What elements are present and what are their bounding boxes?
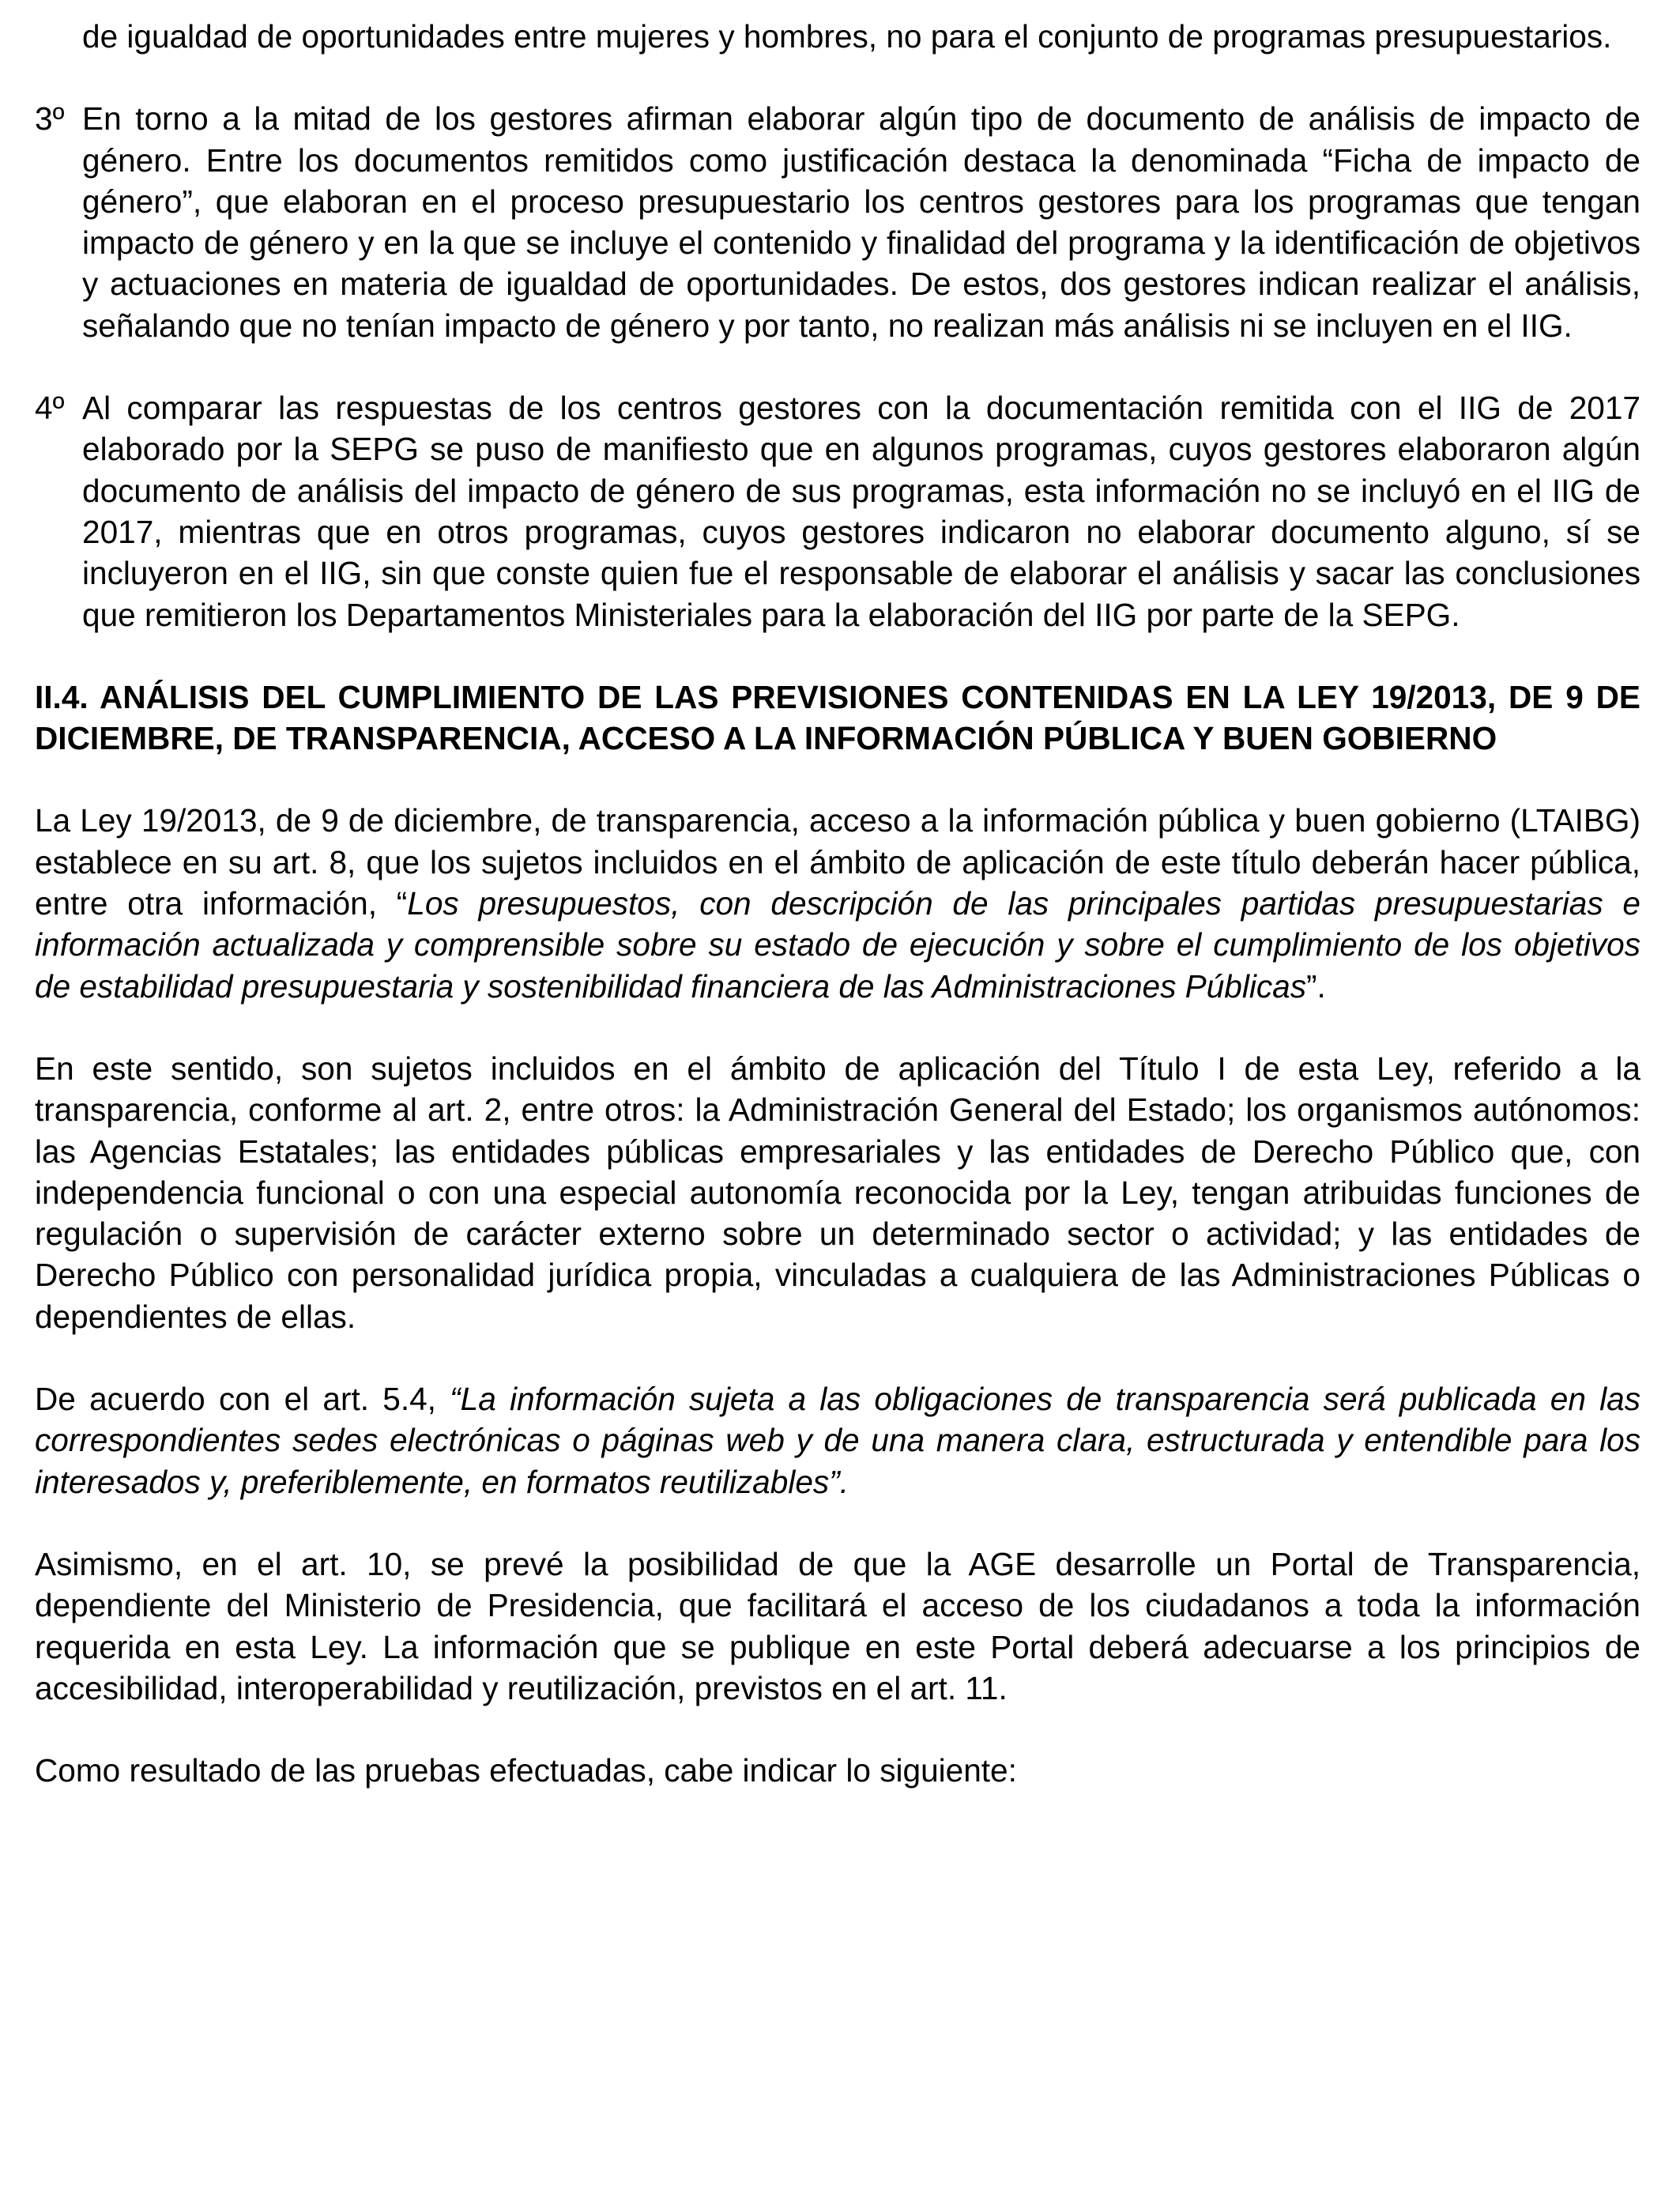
paragraph-text: De acuerdo con el art. 5.4, xyxy=(35,1381,450,1418)
list-item-number: 3º xyxy=(35,100,65,138)
list-item-text: En torno a la mitad de los gestores afirman elaborar algún tipo de documento de análisis de impacto de género. Entre los documentos remitidos como justificación destaca la denominada “Ficha de impacto de género”, que elaboran en el proceso presupuestario los centros gestores para los programas que tengan impacto de género y en la que se incluye el contenido y finalidad del programa y la identificación de objetivos y actuaciones en materia de igualdad de oportunidades. De estos, dos gestores indican realizar el análisis, señalando que no tenían impacto de género y por tanto, no realizan más análisis ni se incluyen en el IIG. xyxy=(82,100,1640,344)
paragraph-art5-4 xyxy=(35,1378,1640,1502)
paragraph-portal: Asimismo, en el art. 10, se prevé la posibilidad de que la AGE desarrolle un Portal de Transparencia, dependiente del Ministerio de Presidencia, que facilitará el acceso de los ciudadanos a toda la información requerida en esta Ley. La información que se publique en este Portal deberá adecuarse a los principios de accesibilidad, interoperabilidad y reutilización, previstos en el art. 11. xyxy=(35,1545,1640,1706)
continuation-paragraph: de igualdad de oportunidades entre mujeres y hombres, no para el conjunto de programas presupuestarios. xyxy=(82,18,1612,55)
list-item-number: 4º xyxy=(35,390,65,427)
paragraph-subjects: En este sentido, son sujetos incluidos en el ámbito de aplicación del Título I de esta Ley, referido a la transparencia, conforme al art. 2, entre otros: la Administración General del Estado; los organismos autónomos: las Agencias Estatales; las entidades públicas empresariales y las entidades de Derecho Público que, con independencia funcional o con una especial autonomía reconocida por la Ley, tengan atribuidas funciones de regulación o supervisión de carácter externo sobre un determinado sector o actividad; y las entidades de Derecho Público con personalidad jurídica propia, vinculadas a cualquiera de las Administraciones Públicas o dependientes de ellas. xyxy=(35,1050,1640,1335)
quoted-text: Los presupuestos, con descripción de las principales partidas presupuestarias e información actualizada y comprensible sobre su estado de ejecución y sobre el cumplimiento de los objetivos de estabilidad presupuestaria y sostenibilidad financiera de las Administraciones Públicas xyxy=(35,885,1640,1005)
paragraph-results: Como resultado de las pruebas efectuadas, cabe indicar lo siguiente: xyxy=(35,1752,1017,1789)
paragraph-text: ”. xyxy=(1306,967,1326,1005)
list-item-4 xyxy=(35,387,1640,635)
quoted-text: “La información sujeta a las obligaciones de transparencia será publicada en las correspondientes sedes electrónicas o páginas web y de una manera clara, estructurada y entendible para los interesados y, preferiblemente, en formatos reutilizables”. xyxy=(35,1381,1640,1500)
section-heading: II.4. ANÁLISIS DEL CUMPLIMIENTO DE LAS PREVISIONES CONTENIDAS EN LA LEY 19/2013, DE 9 DE DICIEMBRE, DE TRANSPARENCIA, ACCESO A LA INFORMACIÓN PÚBLICA Y BUEN GOBIERNO xyxy=(35,678,1640,757)
list-item-text: Al comparar las respuestas de los centros gestores con la documentación remitida con el IIG de 2017 elaborado por la SEPG se puso de manifiesto que en algunos programas, cuyos gestores elaboraron algún documento de análisis del impacto de género de sus programas, esta información no se incluyó en el IIG de 2017, mientras que en otros programas, cuyos gestores indicaron no elaborar documento alguno, sí se incluyeron en el IIG, sin que conste quien fue el responsable de elaborar el análisis y sacar las conclusiones que remitieron los Departamentos Ministeriales para la elaboración del IIG por parte de la SEPG. xyxy=(82,390,1640,633)
paragraph-text: La Ley 19/2013, de 9 de diciembre, de transparencia, acceso a la información pública y buen gobierno (LTAIBG) establece en su art. 8, que los sujetos incluidos en el ámbito de aplicación de este título deberán hacer pública, entre otra información, “ xyxy=(35,802,1640,922)
list-item-3 xyxy=(35,98,1640,346)
paragraph-ltaibg-art8 xyxy=(35,800,1640,1006)
